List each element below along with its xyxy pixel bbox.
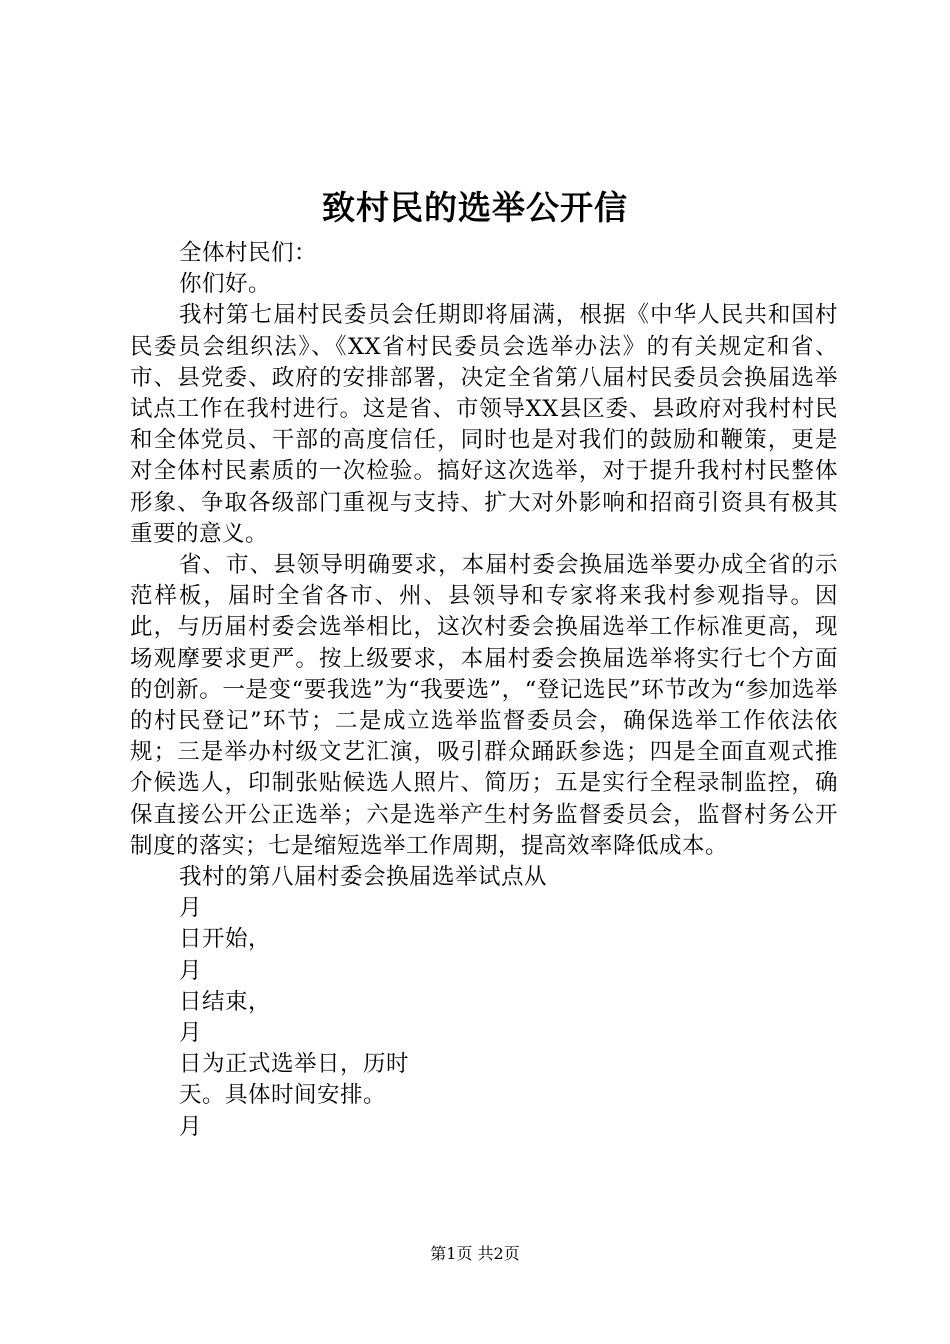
fragment-line: 月 xyxy=(179,895,203,922)
fragment-line: 日为正式选举日，历时 xyxy=(179,1051,410,1078)
paragraph-2: 省、市、县领导明确要求，本届村委会换届选举要办成全省的示范样板，届时全省各市、州、县领导和专家将来我村参观指导。因此，与历届村委会选举相比，这次村委会换届选举工作标准更高，现场观摩要求更严。按上级要求，本届村委会换届选举将实行七个方面的创新。一是变“要我选”为“我要选”，“登记选民”环节改为“参加选举的村民登记”环节；二是成立选举监督委员会，确保选举工作依法依规；三是举办村级文艺汇演，吸引群众踊跃参选；四是全面直观式推介候选人，印制张贴候选人照片、简历；五是实行全程录制监控，确保直接公开公正选举；六是选举产生村务监督委员会，监督村务公开制度的落实；七是缩短选举工作周期，提高效率降低成本。 xyxy=(130,552,838,859)
fragment-line: 我村的第八届村委会换届选举试点从 xyxy=(179,864,548,891)
paragraph-1: 我村第七届村民委员会任期即将届满，根据《中华人民共和国村民委员会组织法》、《XX省村民委员会选举办法》的有关规定和省、市、县党委、政府的安排部署，决定全省第八届村民委员会换届选举试点工作在我村进行。这是省、市领导XX县区委、县政府对我村村民和全体党员、干部的高度信任，同时也是对我们的鼓励和鞭策，更是对全体村民素质的一次检验。搞好这次选举，对于提升我村村民整体形象、争取各级部门重视与支持、扩大对外影响和招商引资具有极其重要的意义。 xyxy=(130,302,838,547)
document-body xyxy=(130,238,838,1143)
fragment-line: 日结束， xyxy=(179,988,272,1015)
fragment-line: 日开始， xyxy=(179,926,272,953)
greeting: 你们好。 xyxy=(179,271,272,298)
salutation: 全体村民们： xyxy=(179,240,318,266)
fragment-line: 月 xyxy=(179,957,203,984)
fragment-line: 月 xyxy=(179,1113,203,1140)
fragment-line: 天。具体时间安排。 xyxy=(179,1082,387,1109)
document-title: 致村民的选举公开信 xyxy=(322,188,628,227)
fragment-line: 月 xyxy=(179,1020,203,1047)
page-footer: 第1页 共2页 xyxy=(430,1244,520,1263)
